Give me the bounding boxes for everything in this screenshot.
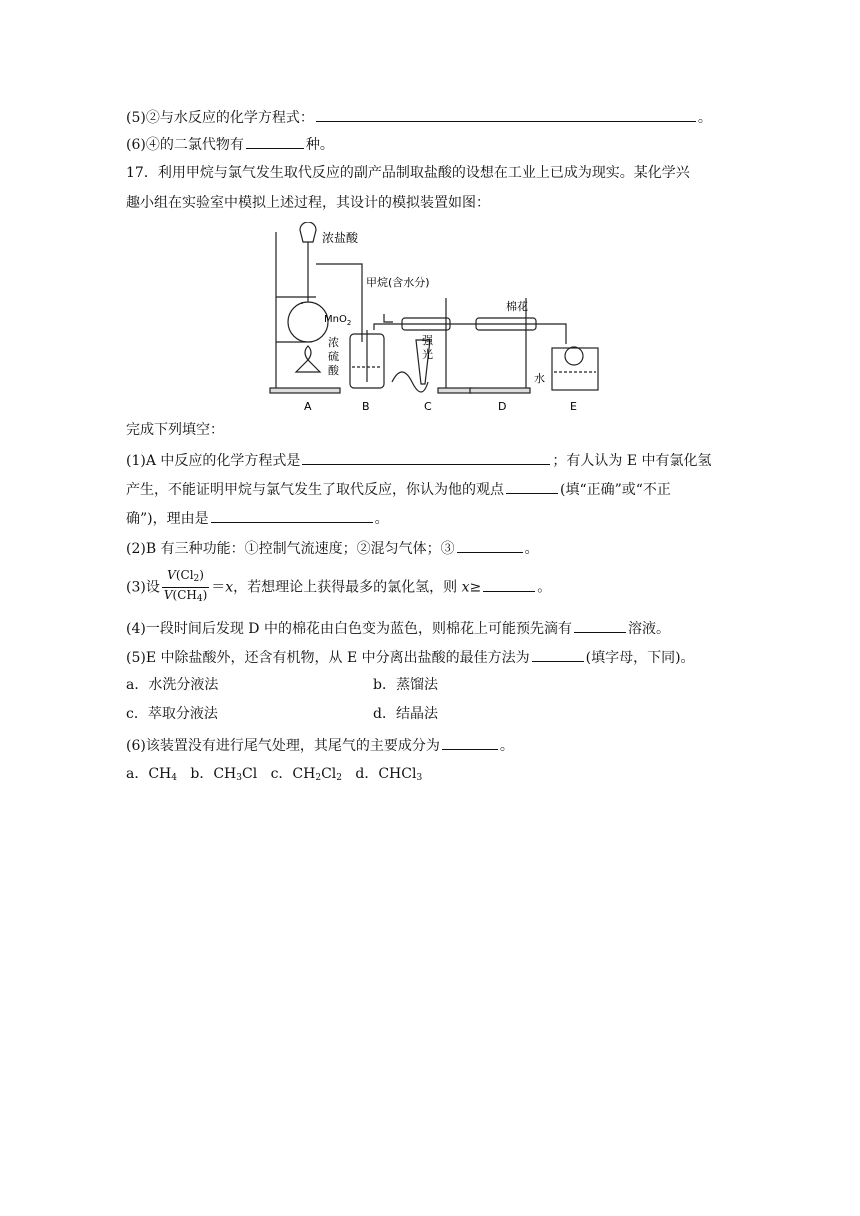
label-cotton: 棉花	[506, 300, 528, 313]
instruction: 完成下列填空：	[126, 422, 224, 438]
option-c: c．$CH_2Cl_2$	[270, 766, 342, 783]
fraction: $\frac{V(Cl_2)}{V(CH_4)}$	[163, 568, 208, 604]
label-h2so4-1: 浓	[328, 336, 339, 349]
q16-part5: (5)②与水反应的化学方程式： 。	[126, 106, 712, 128]
q16-part6: (6)④的二氯代物有 种。	[126, 133, 334, 155]
q17-intro-line1: 17．利用甲烷与氯气发生取代反应的副产品制取盐酸的设想在工业上已成为现实。某化学兴	[126, 165, 690, 181]
q17-part6-options	[126, 764, 422, 788]
label-light-1: 强	[422, 334, 433, 347]
label-water: 水	[534, 372, 545, 385]
answer-blank[interactable]	[457, 537, 523, 553]
label-b: B	[362, 400, 370, 413]
apparatus-diagram	[266, 222, 606, 416]
q17-part3: (3)设 $\frac{V(Cl_2)}{V(CH_4)}$ ＝x，若想理论上获得最多的氯化氢，则 x≥ 。	[126, 568, 551, 607]
q17-part1-line1: (1)A 中反应的化学方程式是 ；有人认为 E 中有氯化氢	[126, 449, 712, 471]
label-h2so4-2: 硫	[328, 350, 339, 363]
answer-blank[interactable]	[442, 734, 498, 750]
option-c: c．萃取分液法	[126, 706, 218, 722]
q17-part2: (2)B 有三种功能：①控制气流速度；②混匀气体；③ 。	[126, 537, 539, 559]
option-b: b．$CH_3Cl$	[190, 766, 258, 783]
option-a: a．$CH_4$	[126, 766, 178, 783]
label-c: C	[424, 400, 432, 413]
label-light-2: 光	[422, 348, 433, 361]
option-d: d．CHCl$_3$	[355, 766, 423, 783]
q17-part5: (5)E 中除盐酸外，还含有机物，从 E 中分离出盐酸的最佳方法为 (填字母，下同)。	[126, 646, 695, 668]
answer-blank[interactable]	[506, 478, 558, 494]
q17-intro-line2: 趣小组在实验室中模拟上述过程，其设计的模拟装置如图：	[126, 195, 490, 211]
q17-part1-line2: 产生，不能证明甲烷与氯气发生了取代反应，你认为他的观点 (填“正确”或“不正	[126, 478, 671, 500]
answer-blank[interactable]	[302, 449, 550, 465]
option-d: d．结晶法	[373, 706, 438, 722]
label-conc-hcl: 浓盐酸	[322, 231, 359, 245]
label-methane: 甲烷(含水分)	[366, 276, 430, 289]
answer-blank[interactable]	[316, 106, 696, 122]
answer-blank[interactable]	[574, 617, 626, 633]
q17-part4: (4)一段时间后发现 D 中的棉花由白色变为蓝色，则棉花上可能预先滴有 溶液。	[126, 617, 670, 639]
answer-blank[interactable]	[532, 646, 584, 662]
label-h2so4-3: 酸	[328, 364, 339, 377]
answer-blank[interactable]	[483, 576, 535, 592]
option-a: a．水洗分液法	[126, 677, 219, 693]
answer-blank[interactable]	[211, 507, 373, 523]
label-mno2: MnO$_2$	[324, 314, 352, 327]
label-d: D	[498, 400, 507, 413]
label-e: E	[570, 400, 577, 413]
q17-part6: (6)该装置没有进行尾气处理，其尾气的主要成分为 。	[126, 734, 514, 756]
option-b: b．蒸馏法	[373, 677, 438, 693]
q17-part1-line3: 确”)，理由是 。	[126, 507, 389, 529]
label-a: A	[304, 400, 312, 413]
answer-blank[interactable]	[246, 133, 304, 149]
